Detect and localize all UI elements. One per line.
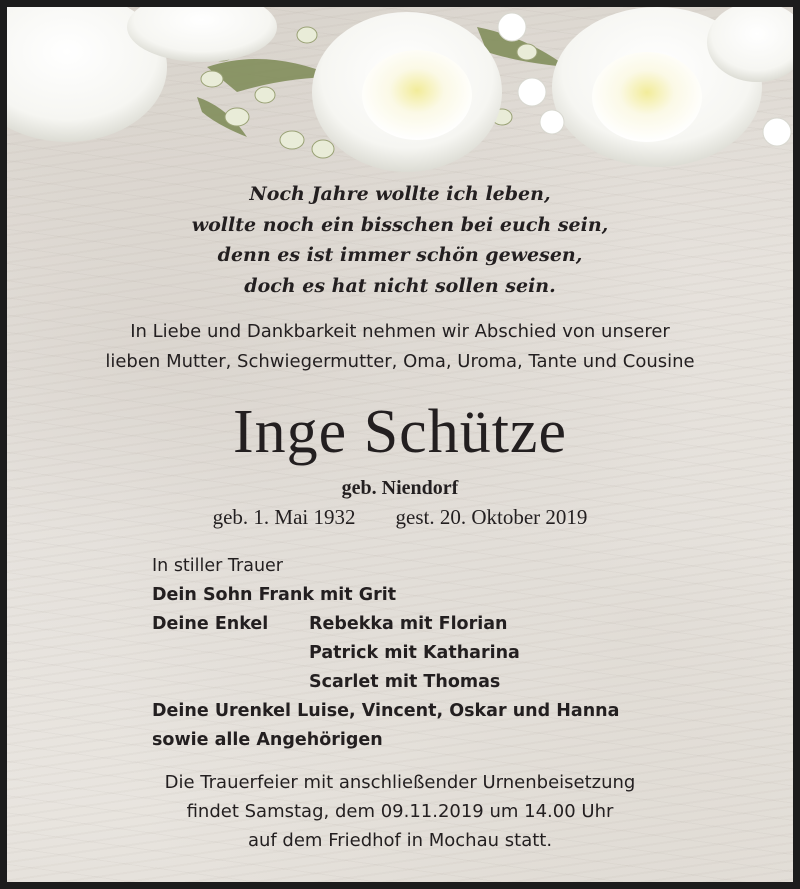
mourner-son: Dein Sohn Frank mit Grit [152,585,397,605]
mourners-list [152,552,772,755]
poem-line: doch es hat nicht sollen sein. [244,274,556,297]
farewell-poem [7,179,793,301]
grandchildren-label: Deine Enkel [152,614,269,634]
birth-date: geb. 1. Mai 1932 [212,505,356,529]
grandchild-entry: Scarlet mit Thomas [309,672,501,692]
grandchild-entry: Rebekka mit Florian [309,614,508,634]
birth-name: geb. Niendorf [341,477,459,499]
funeral-line: Die Trauerfeier mit anschließender Urnenbeisetzung [164,772,636,793]
grandchildren-row [152,668,772,697]
life-dates [7,503,793,531]
grandchildren-row [152,639,772,668]
white-tulips-image [7,7,793,182]
death-date: gest. 20. Oktober 2019 [395,505,588,529]
intro-line: lieben Mutter, Schwiegermutter, Oma, Uroma, Tante und Cousine [105,351,695,372]
poem-line: Noch Jahre wollte ich leben, [249,183,551,205]
poem-line: wollte noch ein bisschen bei euch sein, [191,213,609,236]
mourners-heading: In stiller Trauer [152,556,283,576]
funeral-line: auf dem Friedhof in Mochau statt. [247,830,553,851]
mourner-great-grandchildren: Deine Urenkel Luise, Vincent, Oskar und Hanna [152,701,620,721]
funeral-info [7,768,793,855]
grandchild-entry: Patrick mit Katharina [309,643,520,663]
funeral-line: findet Samstag, dem 09.11.2019 um 14.00 Uhr [186,801,614,822]
intro-line: In Liebe und Dankbarkeit nehmen wir Abschied von unserer [130,321,670,342]
deceased-name: Inge Schütze [233,398,567,466]
farewell-intro [7,317,793,377]
grandchildren-row [152,610,772,639]
poem-line: denn es ist immer schön gewesen, [217,244,583,266]
mourner-relatives: sowie alle Angehörigen [152,730,383,750]
